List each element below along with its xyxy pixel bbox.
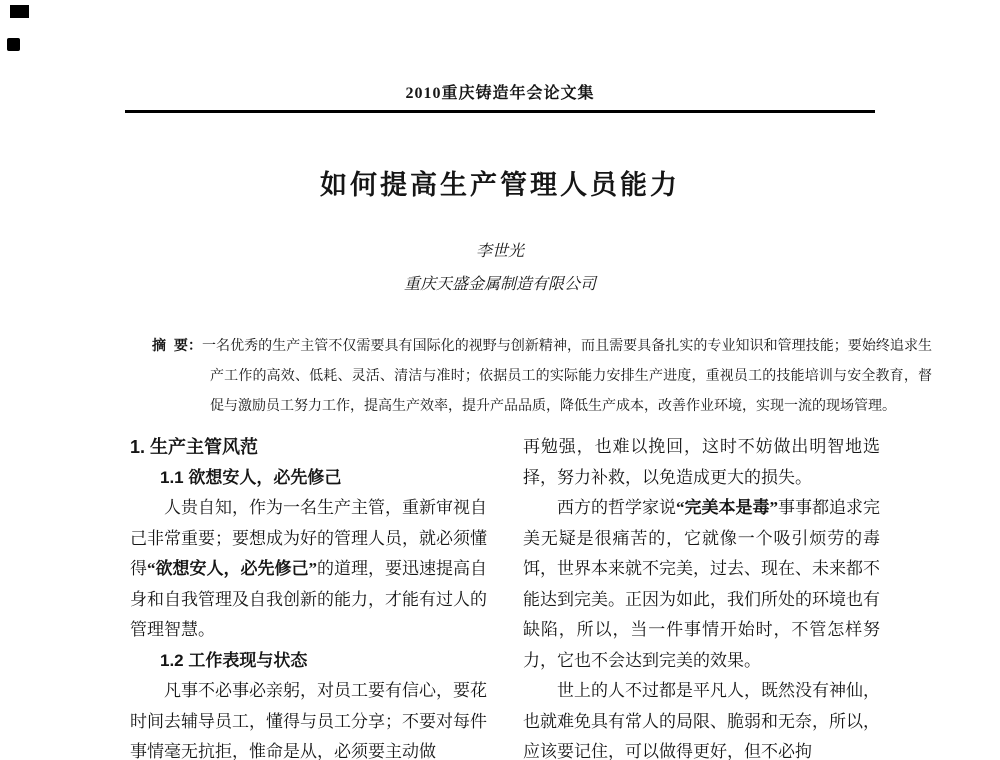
scan-artifact-left-edge — [7, 38, 20, 51]
header-rule — [125, 110, 875, 113]
emphasized-quote: “欲想安人，必先修己” — [147, 559, 317, 578]
proceedings-header: 2010重庆铸造年会论文集 — [405, 85, 595, 102]
paper-title: 如何提高生产管理人员能力 — [320, 170, 680, 200]
abstract-block — [152, 330, 932, 422]
abstract-label: 摘 要： — [152, 337, 202, 353]
scan-artifact-top-left — [10, 5, 29, 18]
section-1-heading: 1. 生产主管风范 — [130, 437, 259, 457]
paragraph-text: 西方的哲学家说 — [557, 498, 676, 517]
emphasized-quote: “完美本是毒” — [676, 498, 778, 517]
paragraph-text: 人贵自知，作为一名生产主管，重新审视自己非常重要；要想成为好的管理人员，就必须懂得 — [130, 498, 487, 578]
paragraph — [130, 493, 487, 646]
paragraph — [523, 493, 880, 676]
right-column — [523, 432, 880, 760]
paragraph: 凡事不必事必亲躬，对员工要有信心，要花时间去辅导员工，懂得与员工分享；不要对每件事情毫无抗拒，惟命是从，必须要主动做 — [130, 681, 487, 760]
abstract-text: 一名优秀的生产主管不仅需要具有国际化的视野与创新精神，而且需要具备扎实的专业知识和管理技能；要始终追求生产工作的高效、低耗、灵活、清洁与准时；依据员工的实际能力安排生产进度，重视员工的技能培训与安全教育，督促与激励员工努力工作，提高生产效率，提升产品品质，降低生产成本，改善作业环境，实现一流的现场管理。 — [201, 339, 933, 414]
author-name: 李世光 — [475, 243, 524, 260]
paragraph-text: 的道理，要迅速提高自身和自我管理及自我创新的能力，才能有过人的管理智慧。 — [130, 559, 487, 639]
paragraph: 世上的人不过都是平凡人，既然没有神仙，也就难免具有常人的局限、脆弱和无奈，所以，应该要记住，可以做得更好，但不必拘 — [523, 681, 880, 760]
left-column — [130, 432, 487, 760]
author-affiliation: 重庆天盛金属制造有限公司 — [403, 276, 596, 293]
paragraph-text: 事事都追求完美无疑是很痛苦的，它就像一个吸引烦劳的毒饵，世界本来就不完美，过去、现在、未来都不能达到完美。正因为如此，我们所处的环境也有缺陷，所以，当一件事情开始时，不管怎样努力，它也不会达到完美的效果。 — [523, 498, 880, 670]
section-1-1-heading: 1.1 欲想安人，必先修己 — [160, 467, 342, 487]
section-1-2-heading: 1.2 工作表现与状态 — [160, 650, 308, 670]
two-column-body — [130, 432, 880, 760]
paragraph: 再勉强，也难以挽回，这时不妨做出明智地选择，努力补救，以免造成更大的损失。 — [523, 437, 880, 487]
